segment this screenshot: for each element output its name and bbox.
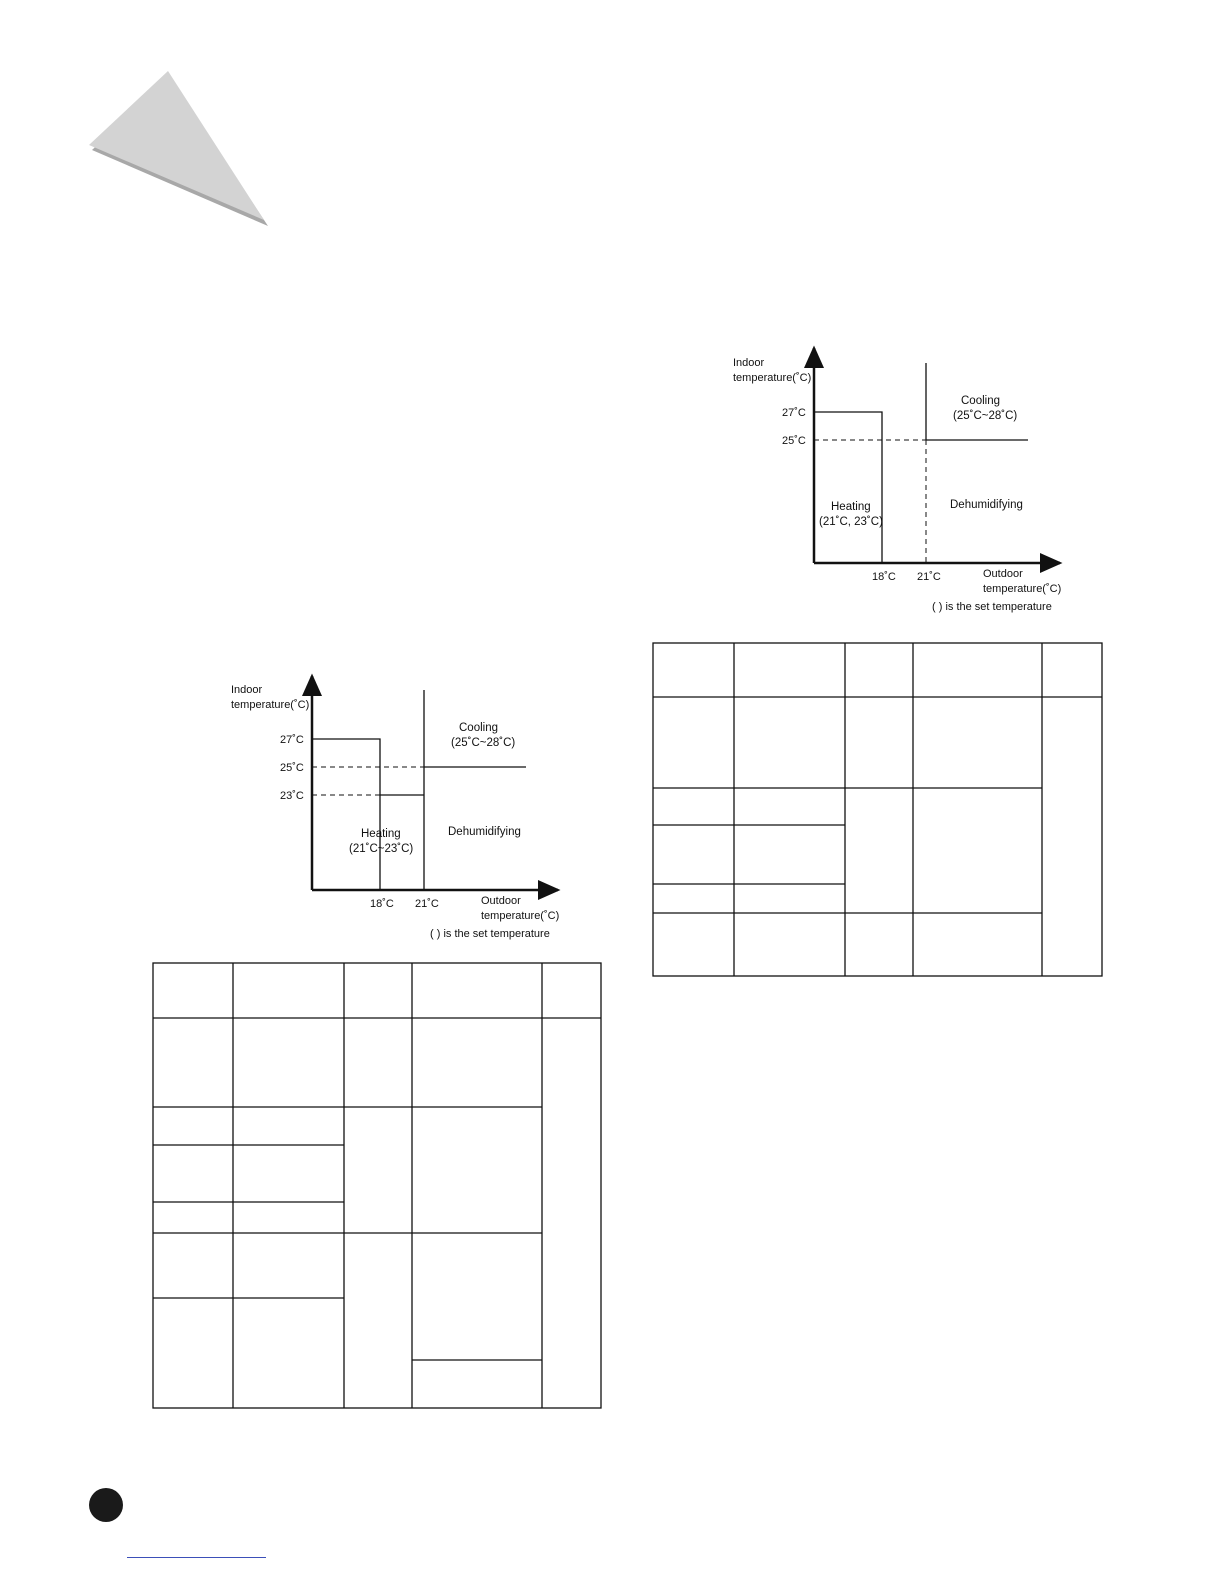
y-tick-25: 25˚C xyxy=(782,435,806,447)
left-table-grid xyxy=(150,960,606,1412)
x-tick-18: 18˚C xyxy=(872,571,896,583)
cooling-label: Cooling xyxy=(961,395,1000,407)
footer-underline xyxy=(127,1557,266,1558)
cooling-range: (25˚C~28˚C) xyxy=(953,410,1018,422)
x-tick-21: 21˚C xyxy=(917,571,941,583)
outdoor-label-line2: temperature(˚C) xyxy=(983,583,1062,595)
heating-range: (21˚C~23˚C) xyxy=(349,843,414,855)
x-tick-18: 18˚C xyxy=(370,898,394,910)
right-operation-diagram xyxy=(722,343,1082,623)
dehumidifying-label: Dehumidifying xyxy=(448,826,521,838)
indoor-label-line2: temperature(˚C) xyxy=(733,372,812,384)
y-tick-25: 25˚C xyxy=(280,762,304,774)
dehumidifying-label: Dehumidifying xyxy=(950,499,1023,511)
heating-range: (21˚C, 23˚C) xyxy=(819,516,883,528)
heating-boundary xyxy=(814,412,882,563)
y-tick-27: 27˚C xyxy=(280,734,304,746)
y-tick-27: 27˚C xyxy=(782,407,806,419)
set-temperature-note: ( ) is the set temperature xyxy=(430,928,550,940)
page-number-badge xyxy=(89,1488,123,1522)
heating-boundary xyxy=(312,739,380,890)
heating-label: Heating xyxy=(831,501,871,513)
outdoor-label-line1: Outdoor xyxy=(481,895,521,907)
indoor-label-line1: Indoor xyxy=(231,684,263,696)
outdoor-label-line1: Outdoor xyxy=(983,568,1023,580)
left-operation-diagram xyxy=(220,670,580,950)
corner-triangle-decoration xyxy=(0,0,300,240)
right-table-grid xyxy=(650,640,1106,980)
x-tick-21: 21˚C xyxy=(415,898,439,910)
indoor-label-line2: temperature(˚C) xyxy=(231,699,310,711)
cooling-label: Cooling xyxy=(459,722,498,734)
cooling-range: (25˚C~28˚C) xyxy=(451,737,516,749)
outdoor-label-line2: temperature(˚C) xyxy=(481,910,560,922)
heating-label: Heating xyxy=(361,828,401,840)
indoor-label-line1: Indoor xyxy=(733,357,765,369)
y-tick-23: 23˚C xyxy=(280,790,304,802)
set-temperature-note: ( ) is the set temperature xyxy=(932,601,1052,613)
